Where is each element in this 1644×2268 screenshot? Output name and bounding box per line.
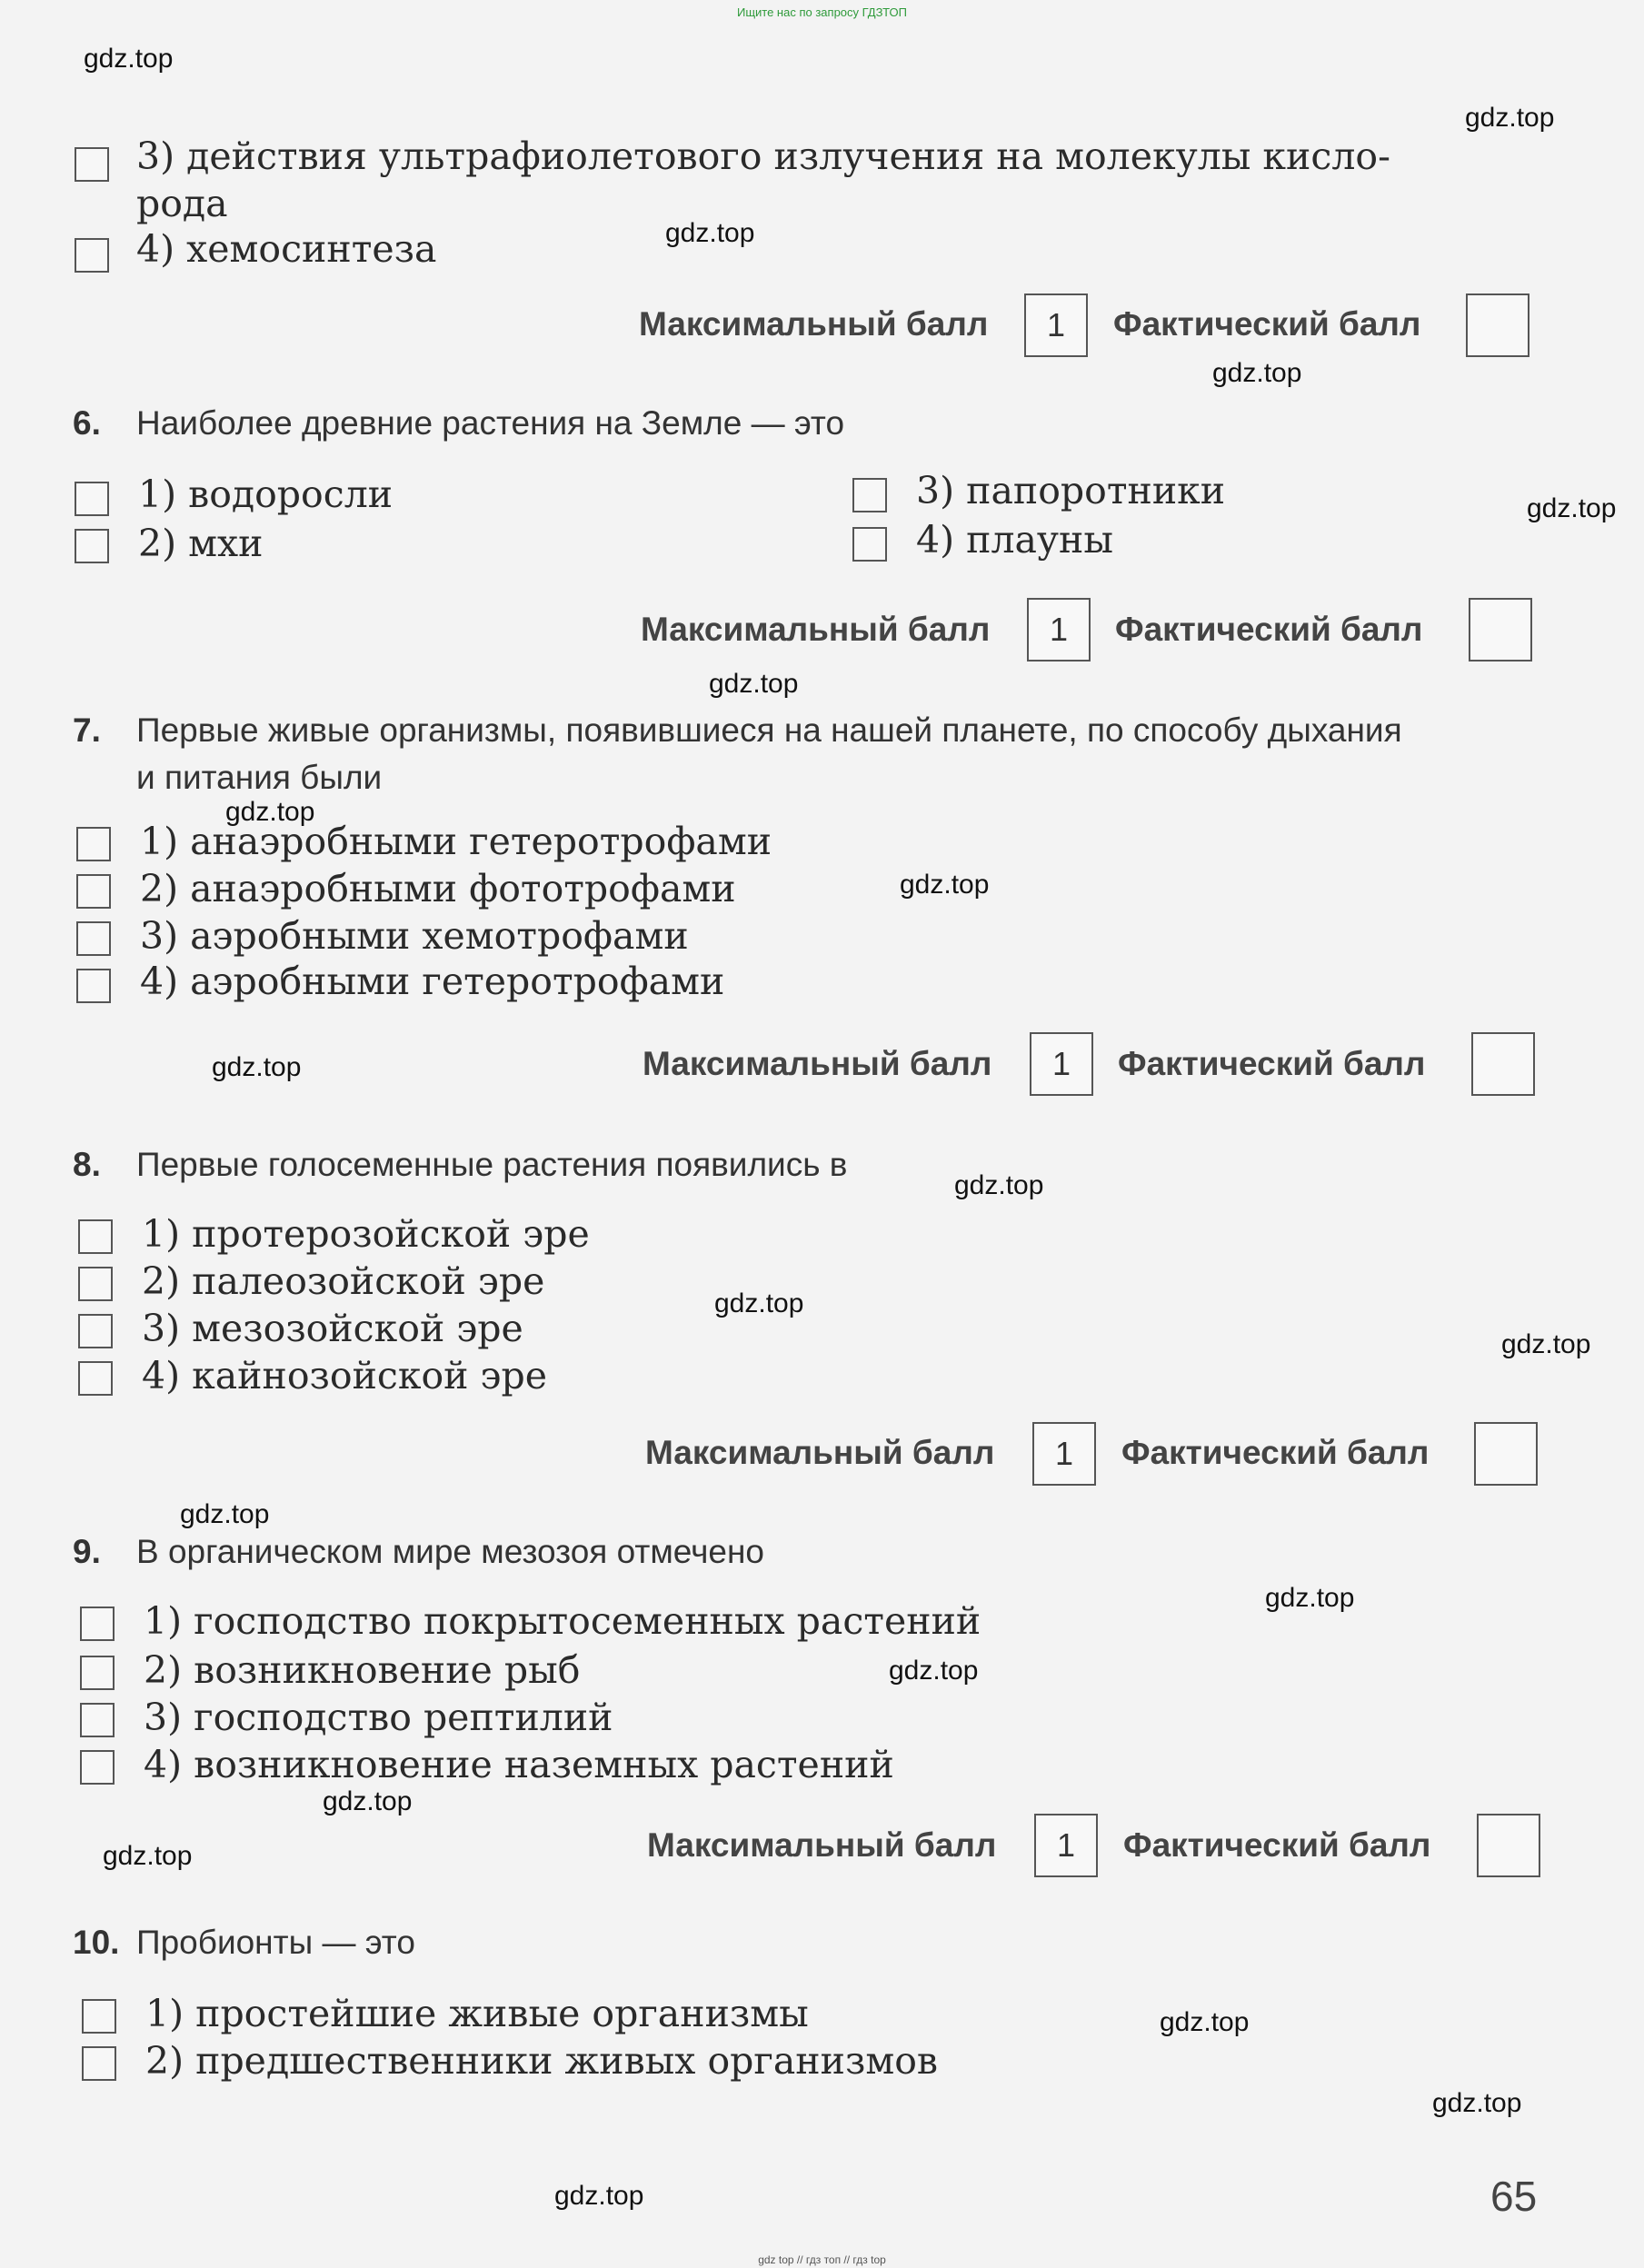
max-score-value: 1 bbox=[1030, 1032, 1093, 1096]
max-score-value: 1 bbox=[1034, 1814, 1098, 1877]
option-checkbox[interactable] bbox=[80, 1703, 115, 1737]
question-text: Первые живые организмы, появившиеся на нашей планете, по способу дыхания bbox=[136, 711, 1402, 749]
watermark: gdz.top bbox=[889, 1656, 979, 1686]
watermark: gdz.top bbox=[1265, 1583, 1355, 1613]
question-number: 7. bbox=[73, 711, 101, 749]
watermark: gdz.top bbox=[1527, 493, 1617, 523]
watermark: gdz.top bbox=[84, 44, 174, 74]
watermark: gdz.top bbox=[1465, 103, 1555, 133]
question-text: Первые голосеменные растения появились в bbox=[136, 1146, 848, 1183]
option-checkbox[interactable] bbox=[80, 1750, 115, 1785]
option-checkbox[interactable] bbox=[78, 1219, 113, 1254]
actual-score-label: Фактический балл bbox=[1113, 305, 1421, 343]
q10-option-2: 2) предшественники живых организмов bbox=[145, 2039, 938, 2083]
option-checkbox[interactable] bbox=[80, 1656, 115, 1690]
actual-score-input[interactable] bbox=[1474, 1422, 1538, 1486]
question-7 bbox=[73, 707, 1545, 801]
watermark: gdz.top bbox=[323, 1786, 413, 1816]
watermark: gdz.top bbox=[954, 1170, 1044, 1200]
q9-option-2: 2) возникновение рыб bbox=[144, 1648, 581, 1692]
option-checkbox[interactable] bbox=[82, 2046, 116, 2081]
max-score-value: 1 bbox=[1032, 1422, 1096, 1486]
option-checkbox[interactable] bbox=[80, 1606, 115, 1641]
question-number: 8. bbox=[73, 1146, 101, 1183]
max-score-value: 1 bbox=[1024, 293, 1088, 357]
watermark: gdz.top bbox=[180, 1499, 270, 1529]
question-text: В органическом мире мезозоя отмечено bbox=[136, 1533, 764, 1570]
q7-option-4: 4) аэробными гетеротрофами bbox=[140, 960, 725, 1003]
q9-option-4: 4) возникновение наземных растений bbox=[144, 1743, 894, 1786]
q5-option-4: 4) хемосинтеза bbox=[136, 227, 437, 271]
page-number: 65 bbox=[1490, 2173, 1538, 2220]
q6-option-3: 3) папоротники bbox=[916, 469, 1226, 512]
max-score-label: Максимальный балл bbox=[647, 1826, 997, 1864]
option-checkbox[interactable] bbox=[78, 1361, 113, 1396]
q6-option-1: 1) водоросли bbox=[138, 472, 394, 516]
q8-option-1: 1) протерозойской эре bbox=[142, 1212, 590, 1256]
question-number: 6. bbox=[73, 404, 101, 442]
q6-option-4: 4) плауны bbox=[916, 518, 1114, 562]
watermark: gdz.top bbox=[900, 870, 990, 900]
actual-score-input[interactable] bbox=[1466, 293, 1529, 357]
option-checkbox[interactable] bbox=[852, 478, 887, 512]
actual-score-input[interactable] bbox=[1477, 1814, 1540, 1877]
option-checkbox[interactable] bbox=[75, 147, 109, 182]
top-link[interactable]: Ищите нас по запросу ГДЗТОП bbox=[736, 5, 907, 19]
watermark: gdz.top bbox=[212, 1052, 302, 1082]
option-checkbox[interactable] bbox=[852, 527, 887, 562]
question-number: 9. bbox=[73, 1533, 101, 1570]
max-score-label: Максимальный балл bbox=[641, 611, 991, 648]
actual-score-label: Фактический балл bbox=[1118, 1045, 1426, 1082]
q10-option-1: 1) простейшие живые организмы bbox=[145, 1992, 809, 2035]
option-checkbox[interactable] bbox=[76, 969, 111, 1003]
watermark: gdz.top bbox=[1432, 2088, 1522, 2118]
watermark: gdz.top bbox=[1160, 2007, 1250, 2037]
max-score-label: Максимальный балл bbox=[643, 1045, 992, 1082]
option-checkbox[interactable] bbox=[76, 921, 111, 956]
q7-option-3: 3) аэробными хемотрофами bbox=[140, 914, 689, 958]
q9-option-3: 3) господство рептилий bbox=[144, 1696, 613, 1739]
q5-option-3: 3) действия ультрафиолетового излучения на молекулы кисло- bbox=[136, 134, 1390, 178]
question-text: Наиболее древние растения на Земле — это bbox=[136, 404, 845, 442]
option-checkbox[interactable] bbox=[78, 1267, 113, 1301]
watermark: gdz.top bbox=[709, 669, 799, 699]
q5-option-3-cont: рода bbox=[136, 182, 228, 225]
max-score-label: Максимальный балл bbox=[639, 305, 989, 343]
q7-option-1: 1) анаэробными гетеротрофами bbox=[140, 820, 772, 863]
watermark: gdz.top bbox=[225, 797, 315, 827]
option-checkbox[interactable] bbox=[75, 238, 109, 273]
watermark: gdz.top bbox=[103, 1841, 193, 1871]
watermark: gdz.top bbox=[1212, 358, 1302, 388]
q9-option-1: 1) господство покрытосеменных растений bbox=[144, 1599, 981, 1643]
watermark: gdz.top bbox=[1501, 1329, 1591, 1359]
question-number: 10. bbox=[73, 1924, 120, 1961]
max-score-label: Максимальный балл bbox=[645, 1434, 995, 1471]
question-6 bbox=[73, 400, 1545, 447]
bottom-link[interactable]: gdz top // гдз топ // гдз top bbox=[758, 2253, 886, 2266]
option-checkbox[interactable] bbox=[78, 1314, 113, 1348]
question-10 bbox=[73, 1919, 1545, 1966]
option-checkbox[interactable] bbox=[82, 1999, 116, 2034]
option-checkbox[interactable] bbox=[76, 874, 111, 909]
q8-option-2: 2) палеозойской эре bbox=[142, 1259, 545, 1303]
actual-score-input[interactable] bbox=[1469, 598, 1532, 662]
q8-option-4: 4) кайнозойской эре bbox=[142, 1354, 547, 1398]
max-score-value: 1 bbox=[1027, 598, 1091, 662]
actual-score-label: Фактический балл bbox=[1123, 1826, 1431, 1864]
option-checkbox[interactable] bbox=[76, 827, 111, 861]
question-text: Пробионты — это bbox=[136, 1924, 415, 1961]
actual-score-input[interactable] bbox=[1471, 1032, 1535, 1096]
question-text-cont: и питания были bbox=[136, 759, 383, 796]
watermark: gdz.top bbox=[554, 2181, 644, 2211]
q8-option-3: 3) мезозойской эре bbox=[142, 1307, 523, 1350]
actual-score-label: Фактический балл bbox=[1115, 611, 1423, 648]
question-8 bbox=[73, 1141, 1545, 1189]
q6-option-2: 2) мхи bbox=[138, 522, 264, 565]
q7-option-2: 2) анаэробными фототрофами bbox=[140, 867, 736, 910]
option-checkbox[interactable] bbox=[75, 482, 109, 516]
question-9 bbox=[73, 1528, 1545, 1576]
option-checkbox[interactable] bbox=[75, 529, 109, 563]
watermark: gdz.top bbox=[714, 1288, 804, 1318]
actual-score-label: Фактический балл bbox=[1121, 1434, 1430, 1471]
watermark: gdz.top bbox=[665, 218, 755, 248]
